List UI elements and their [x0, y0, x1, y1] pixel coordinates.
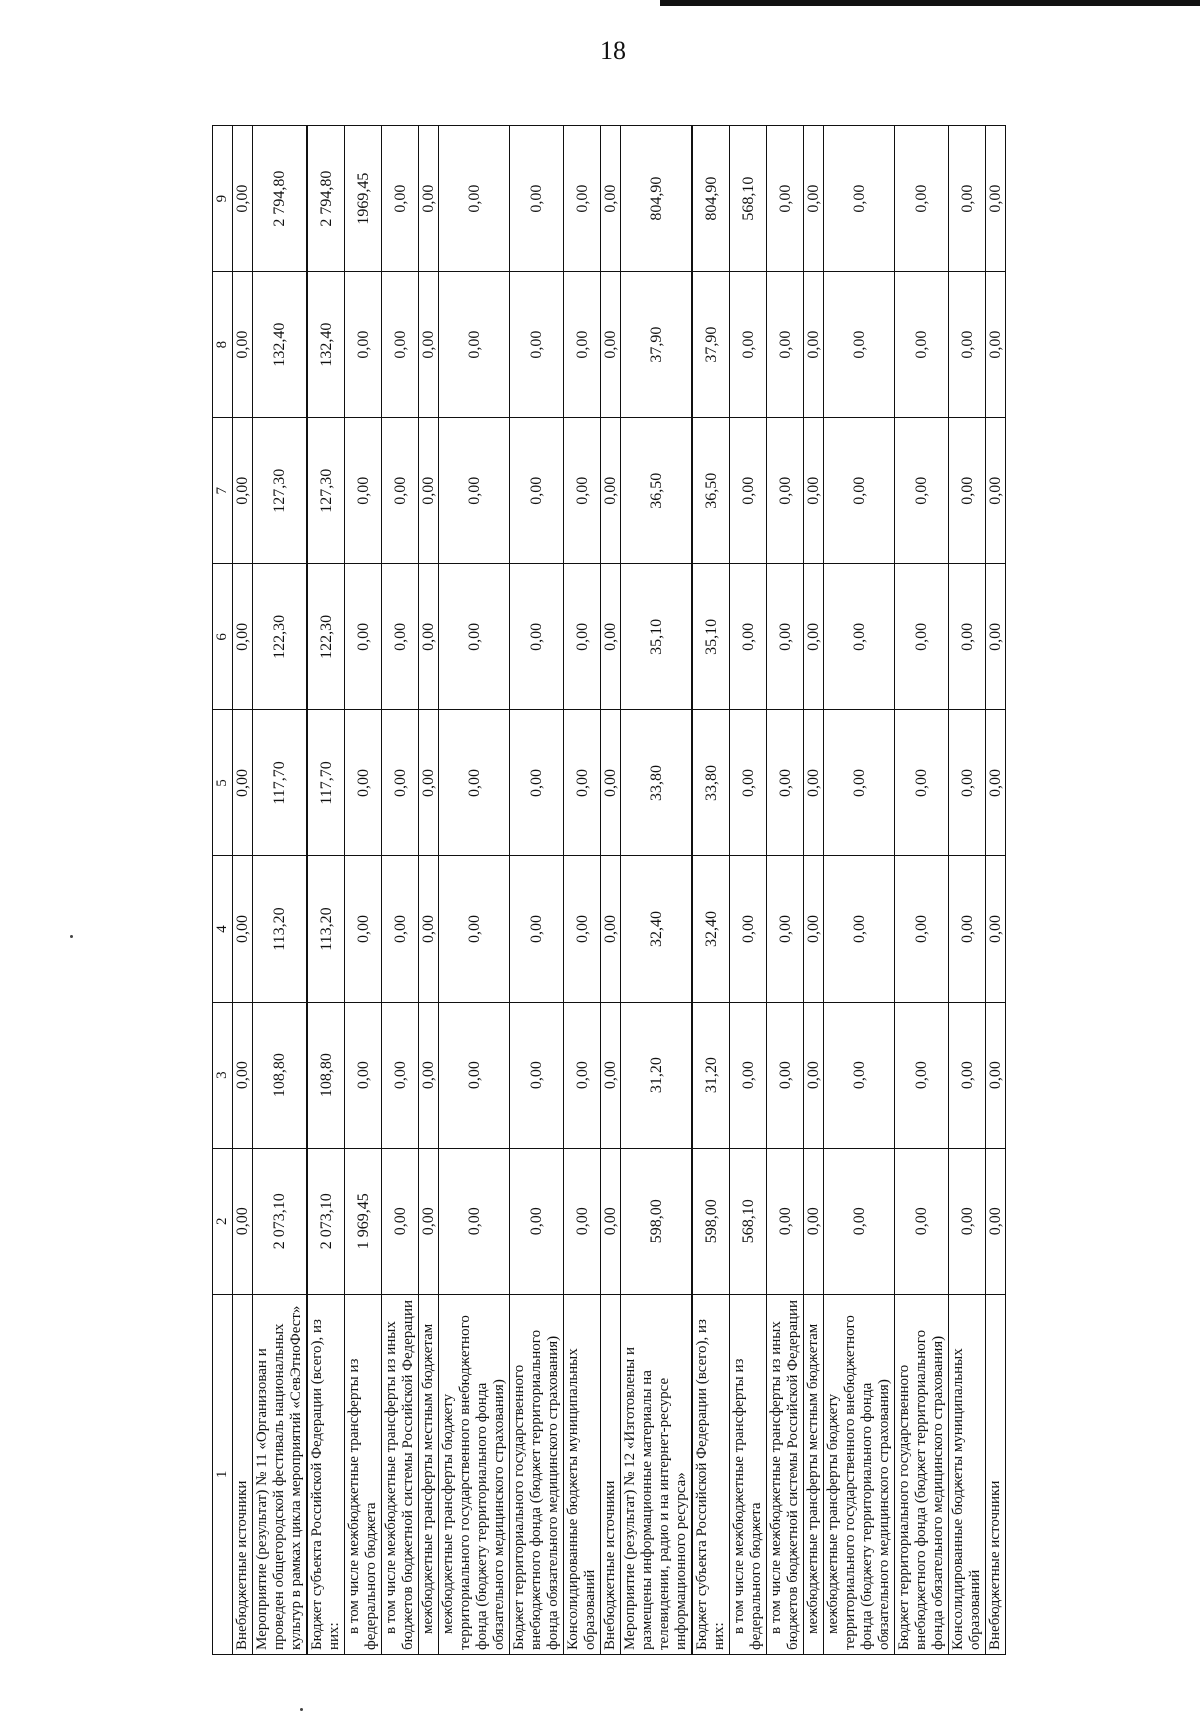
- value-cell: 0,00: [986, 710, 1006, 856]
- value-cell: 0,00: [804, 272, 824, 418]
- value-cell: 0,00: [564, 856, 601, 1002]
- value-cell: 0,00: [824, 272, 895, 418]
- value-cell: 0,00: [382, 710, 419, 856]
- value-cell: 0,00: [824, 856, 895, 1002]
- value-cell: 0,00: [382, 418, 419, 564]
- value-cell: 0,00: [895, 564, 949, 710]
- value-cell: 0,00: [419, 710, 439, 856]
- value-cell: 0,00: [510, 418, 564, 564]
- table-row: [895, 126, 949, 1655]
- value-cell: 0,00: [895, 710, 949, 856]
- value-cell: 0,00: [767, 1002, 804, 1148]
- value-cell: 0,00: [949, 418, 986, 564]
- value-cell: 0,00: [804, 1002, 824, 1148]
- table-row: [986, 126, 1006, 1655]
- value-cell: 0,00: [804, 418, 824, 564]
- header-cell: 6: [213, 564, 233, 710]
- value-cell: 0,00: [419, 418, 439, 564]
- value-cell: 0,00: [382, 1148, 419, 1294]
- value-cell: 32,40: [621, 856, 693, 1002]
- value-cell: 113,20: [253, 856, 308, 1002]
- value-cell: 0,00: [949, 1148, 986, 1294]
- value-cell: 0,00: [439, 856, 510, 1002]
- value-cell: 0,00: [601, 126, 621, 272]
- table-row: [253, 126, 308, 1655]
- value-cell: 0,00: [767, 856, 804, 1002]
- value-cell: 0,00: [419, 272, 439, 418]
- value-cell: 0,00: [986, 564, 1006, 710]
- value-cell: 0,00: [824, 710, 895, 856]
- value-cell: 0,00: [382, 126, 419, 272]
- value-cell: 0,00: [345, 418, 382, 564]
- value-cell: 598,00: [621, 1148, 693, 1294]
- value-cell: 0,00: [419, 856, 439, 1002]
- row-label: Внебюджетные источники: [601, 1294, 621, 1654]
- value-cell: 0,00: [804, 126, 824, 272]
- value-cell: 0,00: [601, 1148, 621, 1294]
- table-row: [564, 126, 601, 1655]
- value-cell: 0,00: [824, 1148, 895, 1294]
- value-cell: 568,10: [730, 126, 767, 272]
- value-cell: 0,00: [382, 856, 419, 1002]
- value-cell: 0,00: [730, 1002, 767, 1148]
- value-cell: 0,00: [730, 418, 767, 564]
- value-cell: 0,00: [233, 126, 253, 272]
- value-cell: 0,00: [510, 272, 564, 418]
- table-row: [382, 126, 419, 1655]
- value-cell: 0,00: [824, 418, 895, 564]
- value-cell: 568,10: [730, 1148, 767, 1294]
- row-label: в том числе межбюджетные трансферты из иных бюджетов бюджетной системы Российской Федерации: [767, 1294, 804, 1654]
- value-cell: 0,00: [233, 418, 253, 564]
- table-row: [307, 126, 345, 1655]
- rotated-table-container: [212, 125, 1132, 1655]
- value-cell: 0,00: [601, 710, 621, 856]
- value-cell: 117,70: [307, 710, 345, 856]
- value-cell: 0,00: [986, 418, 1006, 564]
- value-cell: 0,00: [345, 1002, 382, 1148]
- value-cell: 0,00: [767, 126, 804, 272]
- table-row: [730, 126, 767, 1655]
- value-cell: 0,00: [564, 710, 601, 856]
- budget-table: [212, 125, 1006, 1655]
- value-cell: 0,00: [510, 1002, 564, 1148]
- value-cell: 132,40: [253, 272, 308, 418]
- value-cell: 0,00: [895, 272, 949, 418]
- value-cell: 0,00: [986, 126, 1006, 272]
- value-cell: 0,00: [824, 126, 895, 272]
- value-cell: 36,50: [621, 418, 693, 564]
- value-cell: 0,00: [419, 126, 439, 272]
- row-label: Бюджет субъекта Российской Федерации (всего), из них:: [692, 1294, 730, 1654]
- header-cell: 1: [213, 1294, 233, 1654]
- value-cell: 0,00: [601, 1002, 621, 1148]
- value-cell: 0,00: [382, 272, 419, 418]
- value-cell: 0,00: [345, 710, 382, 856]
- value-cell: 0,00: [949, 272, 986, 418]
- value-cell: 113,20: [307, 856, 345, 1002]
- value-cell: 0,00: [601, 418, 621, 564]
- value-cell: 122,30: [253, 564, 308, 710]
- row-label: Мероприятие (результат) № 12 «Изготовлены и размещены информационные материалы на телевидении, радио и на интернет-ресурсе информационного ресурса»: [621, 1294, 693, 1654]
- value-cell: 0,00: [382, 564, 419, 710]
- value-cell: 0,00: [804, 564, 824, 710]
- value-cell: 0,00: [345, 564, 382, 710]
- value-cell: 1 969,45: [345, 1148, 382, 1294]
- value-cell: 2 073,10: [253, 1148, 308, 1294]
- value-cell: 117,70: [253, 710, 308, 856]
- value-cell: 0,00: [895, 1148, 949, 1294]
- value-cell: 0,00: [564, 1148, 601, 1294]
- value-cell: 0,00: [767, 1148, 804, 1294]
- value-cell: 0,00: [439, 126, 510, 272]
- value-cell: 0,00: [767, 418, 804, 564]
- scan-speck: [300, 1708, 303, 1711]
- row-label: межбюджетные трансферты местным бюджетам: [419, 1294, 439, 1654]
- table-row: [824, 126, 895, 1655]
- table-row: [439, 126, 510, 1655]
- value-cell: 32,40: [692, 856, 730, 1002]
- value-cell: 0,00: [439, 272, 510, 418]
- value-cell: 0,00: [439, 1148, 510, 1294]
- value-cell: 127,30: [307, 418, 345, 564]
- value-cell: 36,50: [692, 418, 730, 564]
- header-row: [213, 126, 233, 1655]
- value-cell: 0,00: [233, 1148, 253, 1294]
- header-cell: 8: [213, 272, 233, 418]
- row-label: Бюджет территориального государственного внебюджетного фонда (бюджет территориального фонда обязательного медицинского страхования): [510, 1294, 564, 1654]
- page-number: 18: [600, 36, 626, 65]
- header-cell: 7: [213, 418, 233, 564]
- row-label: Бюджет субъекта Российской Федерации (всего), из них:: [307, 1294, 345, 1654]
- value-cell: 0,00: [345, 856, 382, 1002]
- value-cell: 0,00: [895, 418, 949, 564]
- table-row: [510, 126, 564, 1655]
- value-cell: 35,10: [621, 564, 693, 710]
- header-cell: 5: [213, 710, 233, 856]
- value-cell: 0,00: [804, 710, 824, 856]
- row-label: в том числе межбюджетные трансферты из федерального бюджета: [730, 1294, 767, 1654]
- value-cell: 0,00: [510, 1148, 564, 1294]
- value-cell: 0,00: [419, 1002, 439, 1148]
- row-label: Внебюджетные источники: [986, 1294, 1006, 1654]
- scan-speck: [70, 935, 73, 938]
- value-cell: 0,00: [233, 856, 253, 1002]
- value-cell: 0,00: [233, 564, 253, 710]
- value-cell: 0,00: [767, 564, 804, 710]
- value-cell: 0,00: [767, 272, 804, 418]
- value-cell: 0,00: [510, 126, 564, 272]
- value-cell: 0,00: [564, 418, 601, 564]
- value-cell: 0,00: [439, 418, 510, 564]
- value-cell: 0,00: [345, 272, 382, 418]
- value-cell: 0,00: [895, 856, 949, 1002]
- value-cell: 0,00: [510, 856, 564, 1002]
- value-cell: 0,00: [564, 564, 601, 710]
- row-label: межбюджетные трансферты бюджету территориального государственного внебюджетного фонда (бюджету территориального фонда обязательного медицинского страхования): [824, 1294, 895, 1654]
- value-cell: 0,00: [564, 1002, 601, 1148]
- value-cell: 0,00: [233, 1002, 253, 1148]
- value-cell: 108,80: [253, 1002, 308, 1148]
- value-cell: 35,10: [692, 564, 730, 710]
- value-cell: 0,00: [439, 710, 510, 856]
- value-cell: 0,00: [730, 710, 767, 856]
- value-cell: 0,00: [601, 564, 621, 710]
- value-cell: 0,00: [949, 710, 986, 856]
- value-cell: 0,00: [601, 856, 621, 1002]
- row-label: Бюджет территориального государственного внебюджетного фонда (бюджет территориального фонда обязательного медицинского страхования): [895, 1294, 949, 1654]
- value-cell: 0,00: [730, 272, 767, 418]
- value-cell: 0,00: [564, 272, 601, 418]
- value-cell: 2 794,80: [307, 126, 345, 272]
- value-cell: 0,00: [949, 126, 986, 272]
- value-cell: 0,00: [233, 710, 253, 856]
- value-cell: 0,00: [439, 564, 510, 710]
- row-label: в том числе межбюджетные трансферты из иных бюджетов бюджетной системы Российской Федерации: [382, 1294, 419, 1654]
- value-cell: 2 794,80: [253, 126, 308, 272]
- table-row: [419, 126, 439, 1655]
- value-cell: 0,00: [233, 272, 253, 418]
- header-cell: 9: [213, 126, 233, 272]
- value-cell: 0,00: [730, 856, 767, 1002]
- value-cell: 0,00: [824, 564, 895, 710]
- value-cell: 0,00: [510, 710, 564, 856]
- row-label: Внебюджетные источники: [233, 1294, 253, 1654]
- table-row: [767, 126, 804, 1655]
- value-cell: 0,00: [895, 126, 949, 272]
- row-label: Мероприятие (результат) № 11 «Организован и проведен общегородской фестиваль национальных культур в рамках цикла мероприятий «СевЭтноФест»: [253, 1294, 308, 1654]
- value-cell: 0,00: [986, 1002, 1006, 1148]
- value-cell: 108,80: [307, 1002, 345, 1148]
- table-row: [949, 126, 986, 1655]
- table-row: [621, 126, 693, 1655]
- value-cell: 804,90: [621, 126, 693, 272]
- header-cell: 4: [213, 856, 233, 1002]
- value-cell: 33,80: [692, 710, 730, 856]
- row-label: Консолидированные бюджеты муниципальных образований: [564, 1294, 601, 1654]
- header-cell: 3: [213, 1002, 233, 1148]
- row-label: в том числе межбюджетные трансферты из федерального бюджета: [345, 1294, 382, 1654]
- value-cell: 0,00: [986, 856, 1006, 1002]
- value-cell: 127,30: [253, 418, 308, 564]
- value-cell: 1969,45: [345, 126, 382, 272]
- value-cell: 0,00: [895, 1002, 949, 1148]
- header-cell: 2: [213, 1148, 233, 1294]
- value-cell: 0,00: [382, 1002, 419, 1148]
- value-cell: 598,00: [692, 1148, 730, 1294]
- value-cell: 0,00: [949, 856, 986, 1002]
- value-cell: 2 073,10: [307, 1148, 345, 1294]
- value-cell: 37,90: [692, 272, 730, 418]
- value-cell: 0,00: [986, 272, 1006, 418]
- table-row: [692, 126, 730, 1655]
- value-cell: 31,20: [621, 1002, 693, 1148]
- value-cell: 0,00: [730, 564, 767, 710]
- value-cell: 0,00: [419, 564, 439, 710]
- row-label: межбюджетные трансферты бюджету территориального государственного внебюджетного фонда (бюджету территориального фонда обязательного медицинского страхования): [439, 1294, 510, 1654]
- value-cell: 31,20: [692, 1002, 730, 1148]
- table-row: [233, 126, 253, 1655]
- value-cell: 0,00: [601, 272, 621, 418]
- value-cell: 804,90: [692, 126, 730, 272]
- value-cell: 132,40: [307, 272, 345, 418]
- value-cell: 0,00: [767, 710, 804, 856]
- scan-edge-mark: [660, 0, 1200, 6]
- value-cell: 0,00: [804, 1148, 824, 1294]
- value-cell: 0,00: [986, 1148, 1006, 1294]
- value-cell: 122,30: [307, 564, 345, 710]
- value-cell: 0,00: [824, 1002, 895, 1148]
- value-cell: 0,00: [510, 564, 564, 710]
- value-cell: 0,00: [419, 1148, 439, 1294]
- value-cell: 0,00: [804, 856, 824, 1002]
- value-cell: 37,90: [621, 272, 693, 418]
- row-label: Консолидированные бюджеты муниципальных образований: [949, 1294, 986, 1654]
- value-cell: 0,00: [949, 564, 986, 710]
- table-row: [804, 126, 824, 1655]
- value-cell: 0,00: [949, 1002, 986, 1148]
- value-cell: 0,00: [439, 1002, 510, 1148]
- table-row: [345, 126, 382, 1655]
- value-cell: 0,00: [564, 126, 601, 272]
- row-label: межбюджетные трансферты местным бюджетам: [804, 1294, 824, 1654]
- value-cell: 33,80: [621, 710, 693, 856]
- table-row: [601, 126, 621, 1655]
